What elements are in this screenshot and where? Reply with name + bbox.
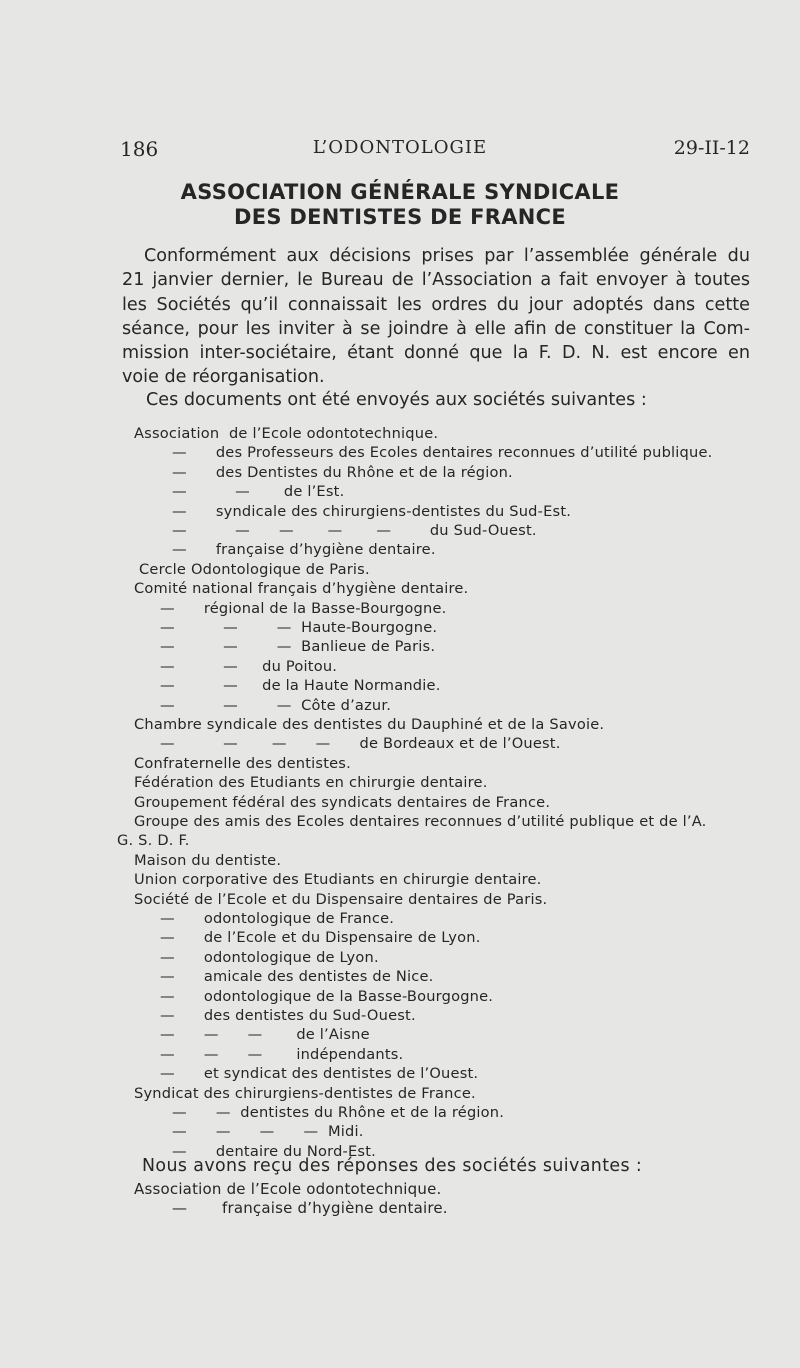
society-list-item: — des Dentistes du Rhône et de la région.	[172, 463, 513, 481]
society-list-item: Union corporative des Etudiants en chirurgie dentaire.	[134, 871, 542, 889]
title-line-1: ASSOCIATION GÉNÉRALE SYNDICALE	[180, 180, 620, 204]
society-list-item: — dentaire du Nord-Est.	[172, 1142, 376, 1160]
society-list-item: Association de l’Ecole odontotechnique.	[134, 425, 439, 442]
received-item: — française d’hygiène dentaire.	[172, 1199, 448, 1217]
society-list-item: — — — de l’Aisne	[160, 1026, 370, 1044]
society-list-item: Comité national français d’hygiène dentaire.	[134, 580, 469, 598]
society-list-item: — — de la Haute Normandie.	[160, 677, 441, 695]
society-list-item: — — de l’Est.	[172, 483, 345, 501]
running-header	[0, 137, 800, 161]
intro-line: voie de réorganisation.	[122, 367, 325, 388]
society-list-item: Chambre syndicale des dentistes du Dauphiné et de la Savoie.	[134, 716, 605, 733]
society-list-item: — odontologique de Lyon.	[160, 948, 379, 966]
society-list-item: — des dentistes du Sud-Ouest.	[160, 1007, 416, 1024]
society-list-item: Cercle Odontologique de Paris.	[139, 560, 370, 578]
intro-line: 21 janvier dernier, le Bureau de l’Association a fait envoyer à toutes	[122, 270, 750, 291]
society-list-item: G. S. D. F.	[117, 832, 190, 850]
intro-paragraph	[122, 244, 750, 390]
society-list-item: — de l’Ecole et du Dispensaire de Lyon.	[160, 929, 481, 947]
society-list-item: Confraternelle des dentistes.	[134, 754, 351, 772]
society-list-item: Société de l’Ecole et du Dispensaire dentaires de Paris.	[134, 890, 548, 908]
society-list-item: — française d’hygiène dentaire.	[172, 541, 436, 559]
society-list-item: — — — Banlieue de Paris.	[160, 638, 436, 656]
society-list-item: — odontologique de la Basse-Bourgogne.	[160, 987, 494, 1005]
title-line-2: DES DENTISTES DE FRANCE	[233, 205, 567, 229]
society-list-item: — — du Poitou.	[160, 657, 338, 675]
society-list-item: — amicale des dentistes de Nice.	[160, 968, 434, 986]
received-sentence: Nous avons reçu des réponses des sociétés suivantes :	[142, 1156, 643, 1176]
society-list-item: — — — Haute-Bourgogne.	[160, 619, 438, 636]
society-list-item: Maison du dentiste.	[134, 851, 282, 869]
society-list-item: — — dentistes du Rhône et de la région.	[172, 1104, 505, 1121]
society-list-item: Fédération des Etudiants en chirurgie dentaire.	[134, 774, 488, 792]
journal-title: L’ODONTOLOGIE	[312, 137, 488, 158]
intro-line: Conformément aux décisions prises par l’assemblée générale du	[144, 246, 750, 266]
society-list-item: Syndicat des chirurgiens-dentistes de France.	[134, 1084, 476, 1102]
society-list-item: — — — — Midi.	[172, 1123, 364, 1141]
society-list-item: — des Professeurs des Ecoles dentaires reconnues d’utilité publique.	[172, 444, 713, 462]
society-list-item: — syndicale des chirurgiens-dentistes du Sud-Est.	[172, 502, 572, 520]
sent-sentence: Ces documents ont été envoyés aux sociétés suivantes :	[146, 390, 647, 410]
society-list-item: — régional de la Basse-Bourgogne.	[160, 599, 447, 617]
society-list-item: — — — Côte d’azur.	[160, 696, 392, 714]
issue-date: 29-II-12	[673, 137, 750, 159]
society-list-item: Groupement fédéral des syndicats dentaires de France.	[134, 793, 551, 811]
page-number: 186	[120, 137, 159, 161]
intro-line: les Sociétés qu’il connaissait les ordres du jour adoptés dans cette	[122, 294, 750, 315]
society-list-item: — — — — de Bordeaux et de l’Ouest.	[160, 735, 561, 753]
society-list-item: — — — — — du Sud-Ouest.	[172, 522, 537, 539]
society-list-item: — odontologique de France.	[160, 910, 395, 927]
society-list-item: — et syndicat des dentistes de l’Ouest.	[160, 1065, 479, 1083]
intro-line: séance, pour les inviter à se joindre à elle afin de constituer la Com-	[122, 318, 750, 339]
received-item: Association de l’Ecole odontotechnique.	[134, 1180, 442, 1198]
intro-line: mission inter-sociétaire, étant donné que la F. D. N. est encore en	[122, 343, 750, 364]
article-title	[0, 180, 800, 230]
society-list-item: Groupe des amis des Ecoles dentaires reconnues d’utilité publique et de l’A.	[134, 813, 707, 830]
society-list-item: — — — indépendants.	[160, 1045, 404, 1063]
